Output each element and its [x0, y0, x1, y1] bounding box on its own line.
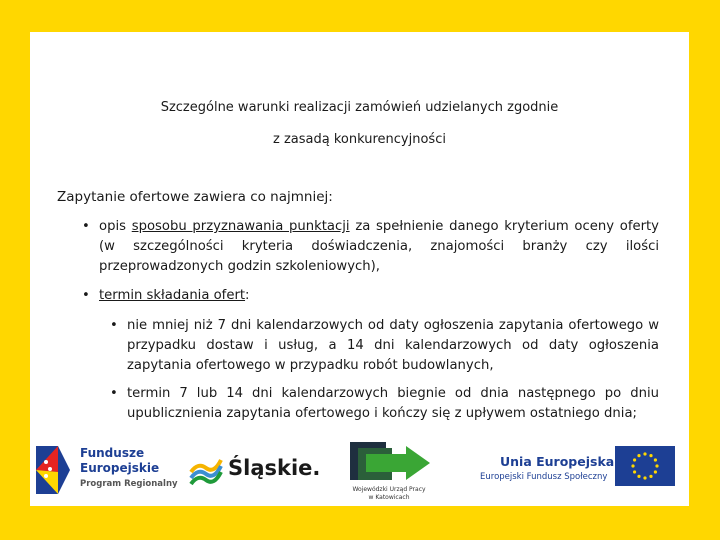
intro-text [57, 189, 333, 205]
wup-logo-line-1: Wojewódzki Urząd Pracy [352, 486, 426, 493]
list-item-deadline [82, 286, 659, 306]
list-item-post: za spełnienie danego kryterium oceny oferty (w szczególności kryteria doświadczenia, znajomości branży czy ilości przeprowadzonych godzin szkoleniowych), [99, 219, 659, 274]
intro-rest: zawiera co najmniej: [189, 189, 333, 205]
logo-bar [30, 436, 689, 506]
slide-title-line-2: z zasadą konkurencyjności [273, 132, 446, 147]
list-item-underlined: termin składania ofert [99, 288, 246, 303]
fe-logo-line-3: Program Regionalny [80, 479, 178, 489]
list-item-underlined: sposobu przyznawania punktacji [131, 219, 350, 234]
slaskie-logo-text: Śląskie. [228, 456, 321, 480]
wup-logo-line-2: w Katowicach [368, 494, 410, 501]
wup-logo-icon [346, 438, 434, 484]
list-item-scoring [82, 217, 659, 277]
bullet: • [82, 219, 90, 234]
fe-logo-line-2: Europejskie [80, 461, 160, 475]
slide-title-line-1: Szczególne warunki realizacji zamówień udzielanych zgodnie [160, 100, 559, 115]
bullet: • [110, 318, 118, 333]
sub-item-term [110, 384, 659, 424]
fundusze-europejskie-logo [36, 442, 70, 498]
eu-flag-icon [615, 446, 675, 486]
ue-logo-line-2: Europejski Fundusz Społeczny [480, 472, 608, 482]
ue-logo-line-1: Unia Europejska [500, 454, 615, 469]
bullet: • [110, 386, 118, 401]
bullet: • [82, 288, 90, 303]
list-item-pre: opis [99, 219, 132, 234]
list-item-post: : [245, 288, 250, 303]
sub-item-days [110, 316, 659, 376]
sub-item-text: nie mniej niż 7 dni kalendarzowych od daty ogłoszenia zapytania ofertowego w przypadku dostaw i usług, a 14 dni kalendarzowych od daty ogłoszenia zapytania ofertowego w przypadku robót budowlanych, [127, 318, 659, 373]
slaskie-logo-icon [188, 450, 224, 488]
slide [30, 32, 689, 506]
intro-lead: Zapytanie ofertowe [57, 189, 190, 205]
fe-logo-line-1: Fundusze [80, 446, 145, 460]
sub-item-text: termin 7 lub 14 dni kalendarzowych biegnie od dnia następnego po dniu upublicznienia zapytania ofertowego i kończy się z upływem ostatniego dnia; [127, 386, 659, 421]
